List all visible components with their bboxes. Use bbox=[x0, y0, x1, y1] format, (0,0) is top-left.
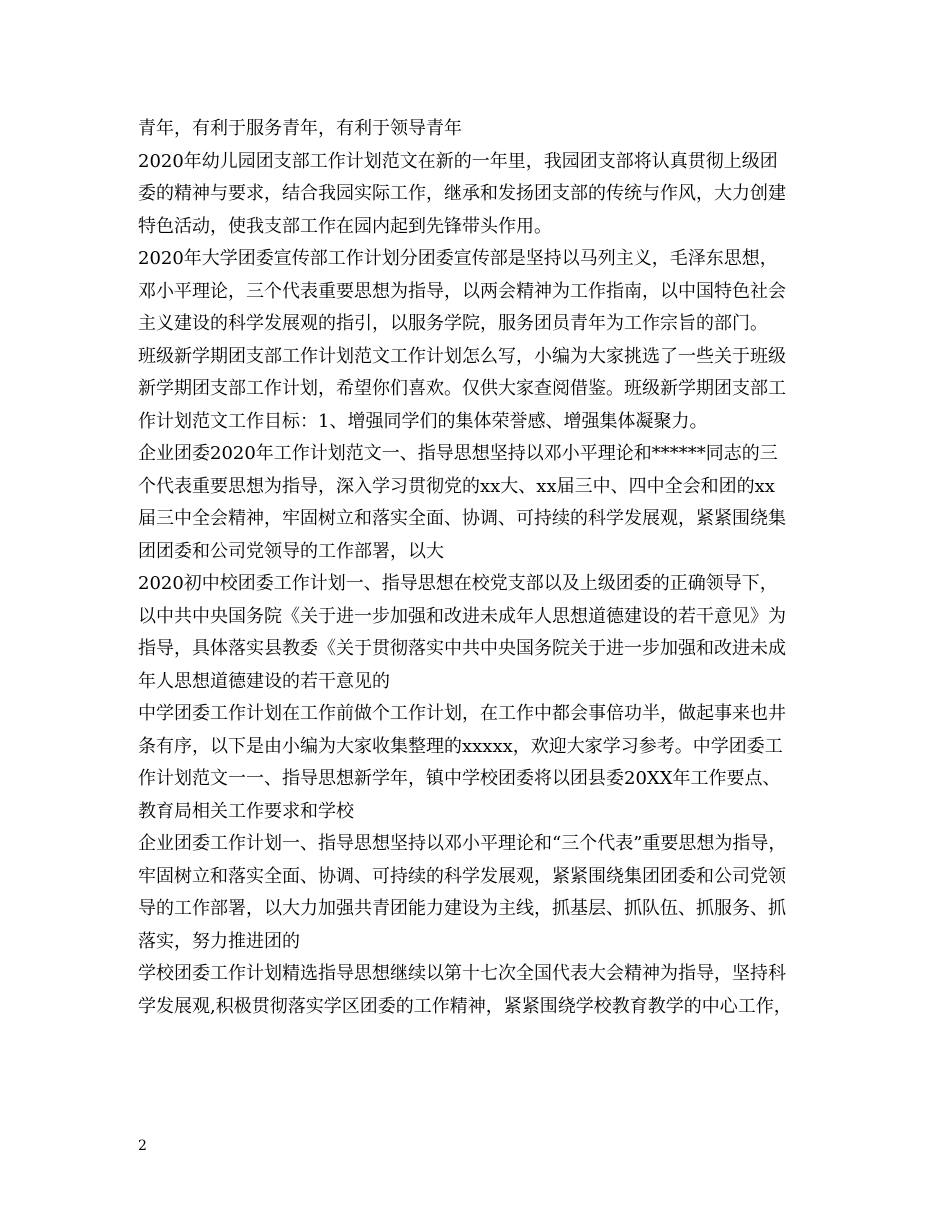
paragraph bbox=[138, 438, 818, 568]
page-number: 2 bbox=[138, 1138, 147, 1154]
paragraph bbox=[138, 958, 818, 1023]
text-line: 牢固树立和落实全面、协调、可持续的科学发展观，紧紧围绕集团团委和公司党领 bbox=[138, 865, 786, 887]
text-line: 届三中全会精神，牢固树立和落实全面、协调、可持续的科学发展观，紧紧围绕集 bbox=[138, 508, 786, 529]
text-line: 条有序，以下是由小编为大家收集整理的xxxxx，欢迎大家学习参考。中学团委工 bbox=[138, 735, 783, 757]
paragraph bbox=[138, 828, 818, 958]
paragraph bbox=[138, 698, 818, 828]
text-line: 年人思想道德建设的若干意见的 bbox=[138, 670, 390, 692]
document-body bbox=[138, 113, 818, 1023]
text-line: 学发展观,积极贯彻落实学区团委的工作精神，紧紧围绕学校教育教学的中心工作， bbox=[138, 995, 792, 1017]
text-line: 主义建设的科学发展观的指引，以服务学院，服务团员青年为工作宗旨的部门。 bbox=[138, 313, 768, 334]
text-line: 2020年大学团委宣传部工作计划分团委宣传部是坚持以马列主义，毛泽东思想， bbox=[138, 248, 778, 269]
paragraph bbox=[138, 146, 818, 244]
text-line: 特色活动，使我支部工作在园内起到先锋带头作用。 bbox=[138, 215, 552, 237]
text-line: 学校团委工作计划精选指导思想继续以第十七次全国代表大会精神为指导，坚持科 bbox=[138, 963, 786, 984]
text-line: 邓小平理论，三个代表重要思想为指导，以两会精神为工作指南，以中国特色社会 bbox=[138, 280, 786, 302]
text-line: 作计划范文一一、指导思想新学年，镇中学校团委将以团县委20XX年工作要点、 bbox=[138, 768, 781, 789]
text-line: 班级新学期团支部工作计划范文工作计划怎么写，小编为大家挑选了一些关于班级 bbox=[138, 345, 786, 367]
text-line: 团团委和公司党领导的工作部署，以大 bbox=[138, 540, 444, 562]
text-line: 导的工作部署，以大力加强共青团能力建设为主线，抓基层、抓队伍、抓服务、抓 bbox=[138, 898, 786, 919]
text-line: 指导，具体落实县教委《关于贯彻落实中共中央国务院关于进一步加强和改进未成 bbox=[138, 638, 786, 659]
text-line: 作计划范文工作目标：1、增强同学们的集体荣誉感、增强集体凝聚力。 bbox=[138, 410, 708, 432]
text-line: 青年，有利于服务青年，有利于领导青年 bbox=[138, 118, 462, 139]
text-line: 企业团委2020年工作计划范文一、指导思想坚持以邓小平理论和******同志的三 bbox=[138, 443, 778, 464]
text-line: 2020年幼儿园团支部工作计划范文在新的一年里，我园团支部将认真贯彻上级团 bbox=[138, 150, 778, 172]
paragraph bbox=[138, 341, 818, 439]
paragraph bbox=[138, 568, 818, 698]
text-line: 企业团委工作计划一、指导思想坚持以邓小平理论和“三个代表”重要思想为指导， bbox=[138, 833, 787, 854]
text-line: 教育局相关工作要求和学校 bbox=[138, 800, 354, 822]
text-line: 2020初中校团委工作计划一、指导思想在校党支部以及上级团委的正确领导下， bbox=[138, 573, 778, 594]
text-line: 中学团委工作计划在工作前做个工作计划，在工作中都会事倍功半，做起事来也井 bbox=[138, 703, 786, 724]
paragraph bbox=[138, 243, 818, 341]
text-line: 新学期团支部工作计划，希望你们喜欢。仅供大家查阅借鉴。班级新学期团支部工 bbox=[138, 378, 786, 399]
paragraph bbox=[138, 113, 818, 146]
text-line: 落实，努力推进团的 bbox=[138, 930, 300, 952]
text-line: 委的精神与要求，结合我园实际工作，继承和发扬团支部的传统与作风，大力创建 bbox=[138, 183, 786, 204]
text-line: 以中共中央国务院《关于进一步加强和改进未成年人思想道德建设的若干意见》为 bbox=[138, 605, 786, 627]
text-line: 个代表重要思想为指导，深入学习贯彻党的xx大、xx届三中、四中全会和团的xx bbox=[138, 475, 775, 497]
